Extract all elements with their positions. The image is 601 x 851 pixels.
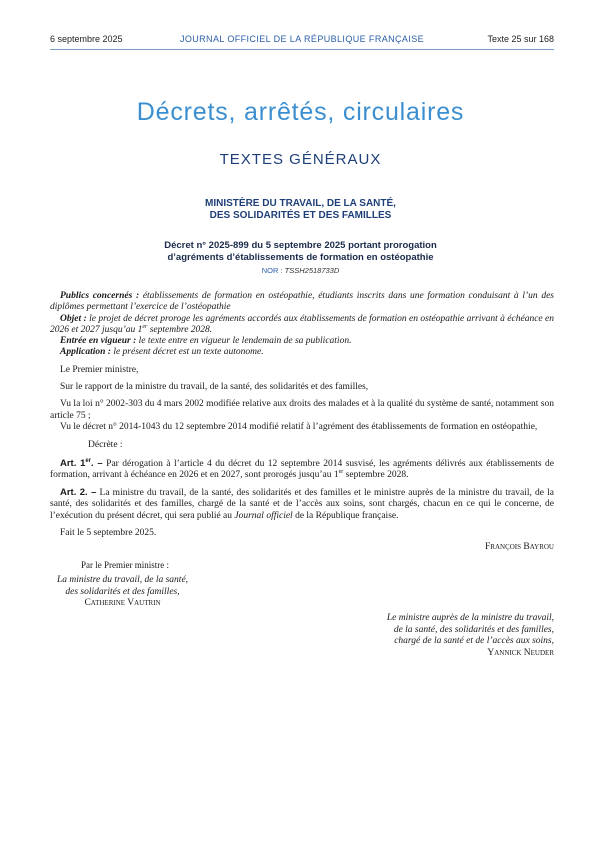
summary-entree: Entrée en vigueur : le texte entre en vigueur le lendemain de sa publication.: [60, 336, 352, 347]
header-divider: [50, 49, 554, 50]
section-title: TEXTES GÉNÉRAUX: [219, 151, 382, 168]
summary-application: Application : le présent décret est un texte autonome.: [60, 347, 264, 358]
ministry-line-1: MINISTÈRE DU TRAVAIL, DE LA SANTÉ,: [205, 198, 396, 209]
decree-title: [0, 240, 601, 264]
preamble-vu-decret: Vu le décret n° 2014-1043 du 12 septembre 2014 modifié relatif à l’agrément des établissements de formation en ostéopathie,: [60, 421, 538, 432]
article-1: Art. 1er. – Par dérogation à l’article 4 du décret du 12 septembre 2014 susvisé, les agréments délivrés aux établissements de formation, arrivant à échéance en 2026 et en 2027, sont prorogés jusqu’au 1er septembre 2028.: [50, 457, 555, 480]
preamble-rapport: Sur le rapport de la ministre du travail, de la santé, des solidarités et des familles,: [60, 382, 369, 393]
decree-title-line-1: Décret n° 2025-899 du 5 septembre 2025 portant prorogation: [164, 240, 437, 251]
preamble-vu-loi: Vu la loi n° 2002-303 du 4 mars 2002 modifiée relative aux droits des malades et à la qualité du système de santé, notamment son article 75 ;: [50, 399, 554, 421]
decrete-label: Décrète :: [88, 440, 123, 451]
summary-publics: Publics concernés : établissements de formation en ostéopathie, étudiants inscrits dans une formation conduisant à l’un des diplômes permettant l’exercice de l’ostéopathie: [50, 291, 554, 313]
ministry-line-2: DES SOLIDARITÉS ET DES FAMILLES: [209, 210, 392, 221]
preamble-premier-ministre: Le Premier ministre,: [60, 364, 139, 375]
signer-name-neuder: Yannick Neuder: [487, 647, 554, 658]
decree-title-line-2: d’agréments d’établissements de formation en ostéopathie: [167, 252, 434, 263]
signature-ministre-travail: La ministre du travail, de la santé, des solidarités et des familles, Catherine Vautrin: [50, 575, 195, 610]
summary-block: [50, 291, 554, 359]
page-title: Décrets, arrêtés, circulaires: [136, 98, 465, 126]
decree-body: [50, 291, 554, 539]
nor-label: NOR :: [261, 266, 283, 275]
fait-date: Fait le 5 septembre 2025.: [60, 528, 157, 539]
summary-objet: Objet : le projet de décret proroge les agréments accordés aux établissements de formation en ostéopathie arrivant à échéance en 2026 et 2027 jusqu’au 1er septembre 2028.: [50, 313, 555, 335]
header-date: 6 septembre 2025: [50, 34, 123, 44]
signature-ministre-sante: Le ministre auprès de la ministre du travail, de la santé, des solidarités et des familles, chargé de la santé et de l’accès aux soins, Yannick Neuder: [334, 613, 554, 659]
prime-minister-signature: François Bayrou: [485, 542, 554, 552]
nor-value: TSSH2518733D: [284, 266, 340, 275]
par-le-premier-ministre: Par le Premier ministre :: [81, 560, 169, 570]
nor-reference: [0, 266, 601, 275]
ministry-heading: [0, 198, 601, 222]
signer-name-vautrin: Catherine Vautrin: [84, 598, 161, 608]
header-page-number: Texte 25 sur 168: [487, 34, 554, 44]
header-journal-name: JOURNAL OFFICIEL DE LA RÉPUBLIQUE FRANÇAISE: [179, 34, 425, 44]
article-2: Art. 2. – La ministre du travail, de la santé, des solidarités et des familles et le ministre auprès de la ministre du travail, de la santé, des solidarités et des familles, chargé de la santé et de l’accès aux soins, sont chargés, chacun en ce qui le concerne, de l’exécution du présent décret, qui sera publié au Journal officiel de la République française.: [50, 487, 554, 521]
running-header: [50, 34, 554, 48]
